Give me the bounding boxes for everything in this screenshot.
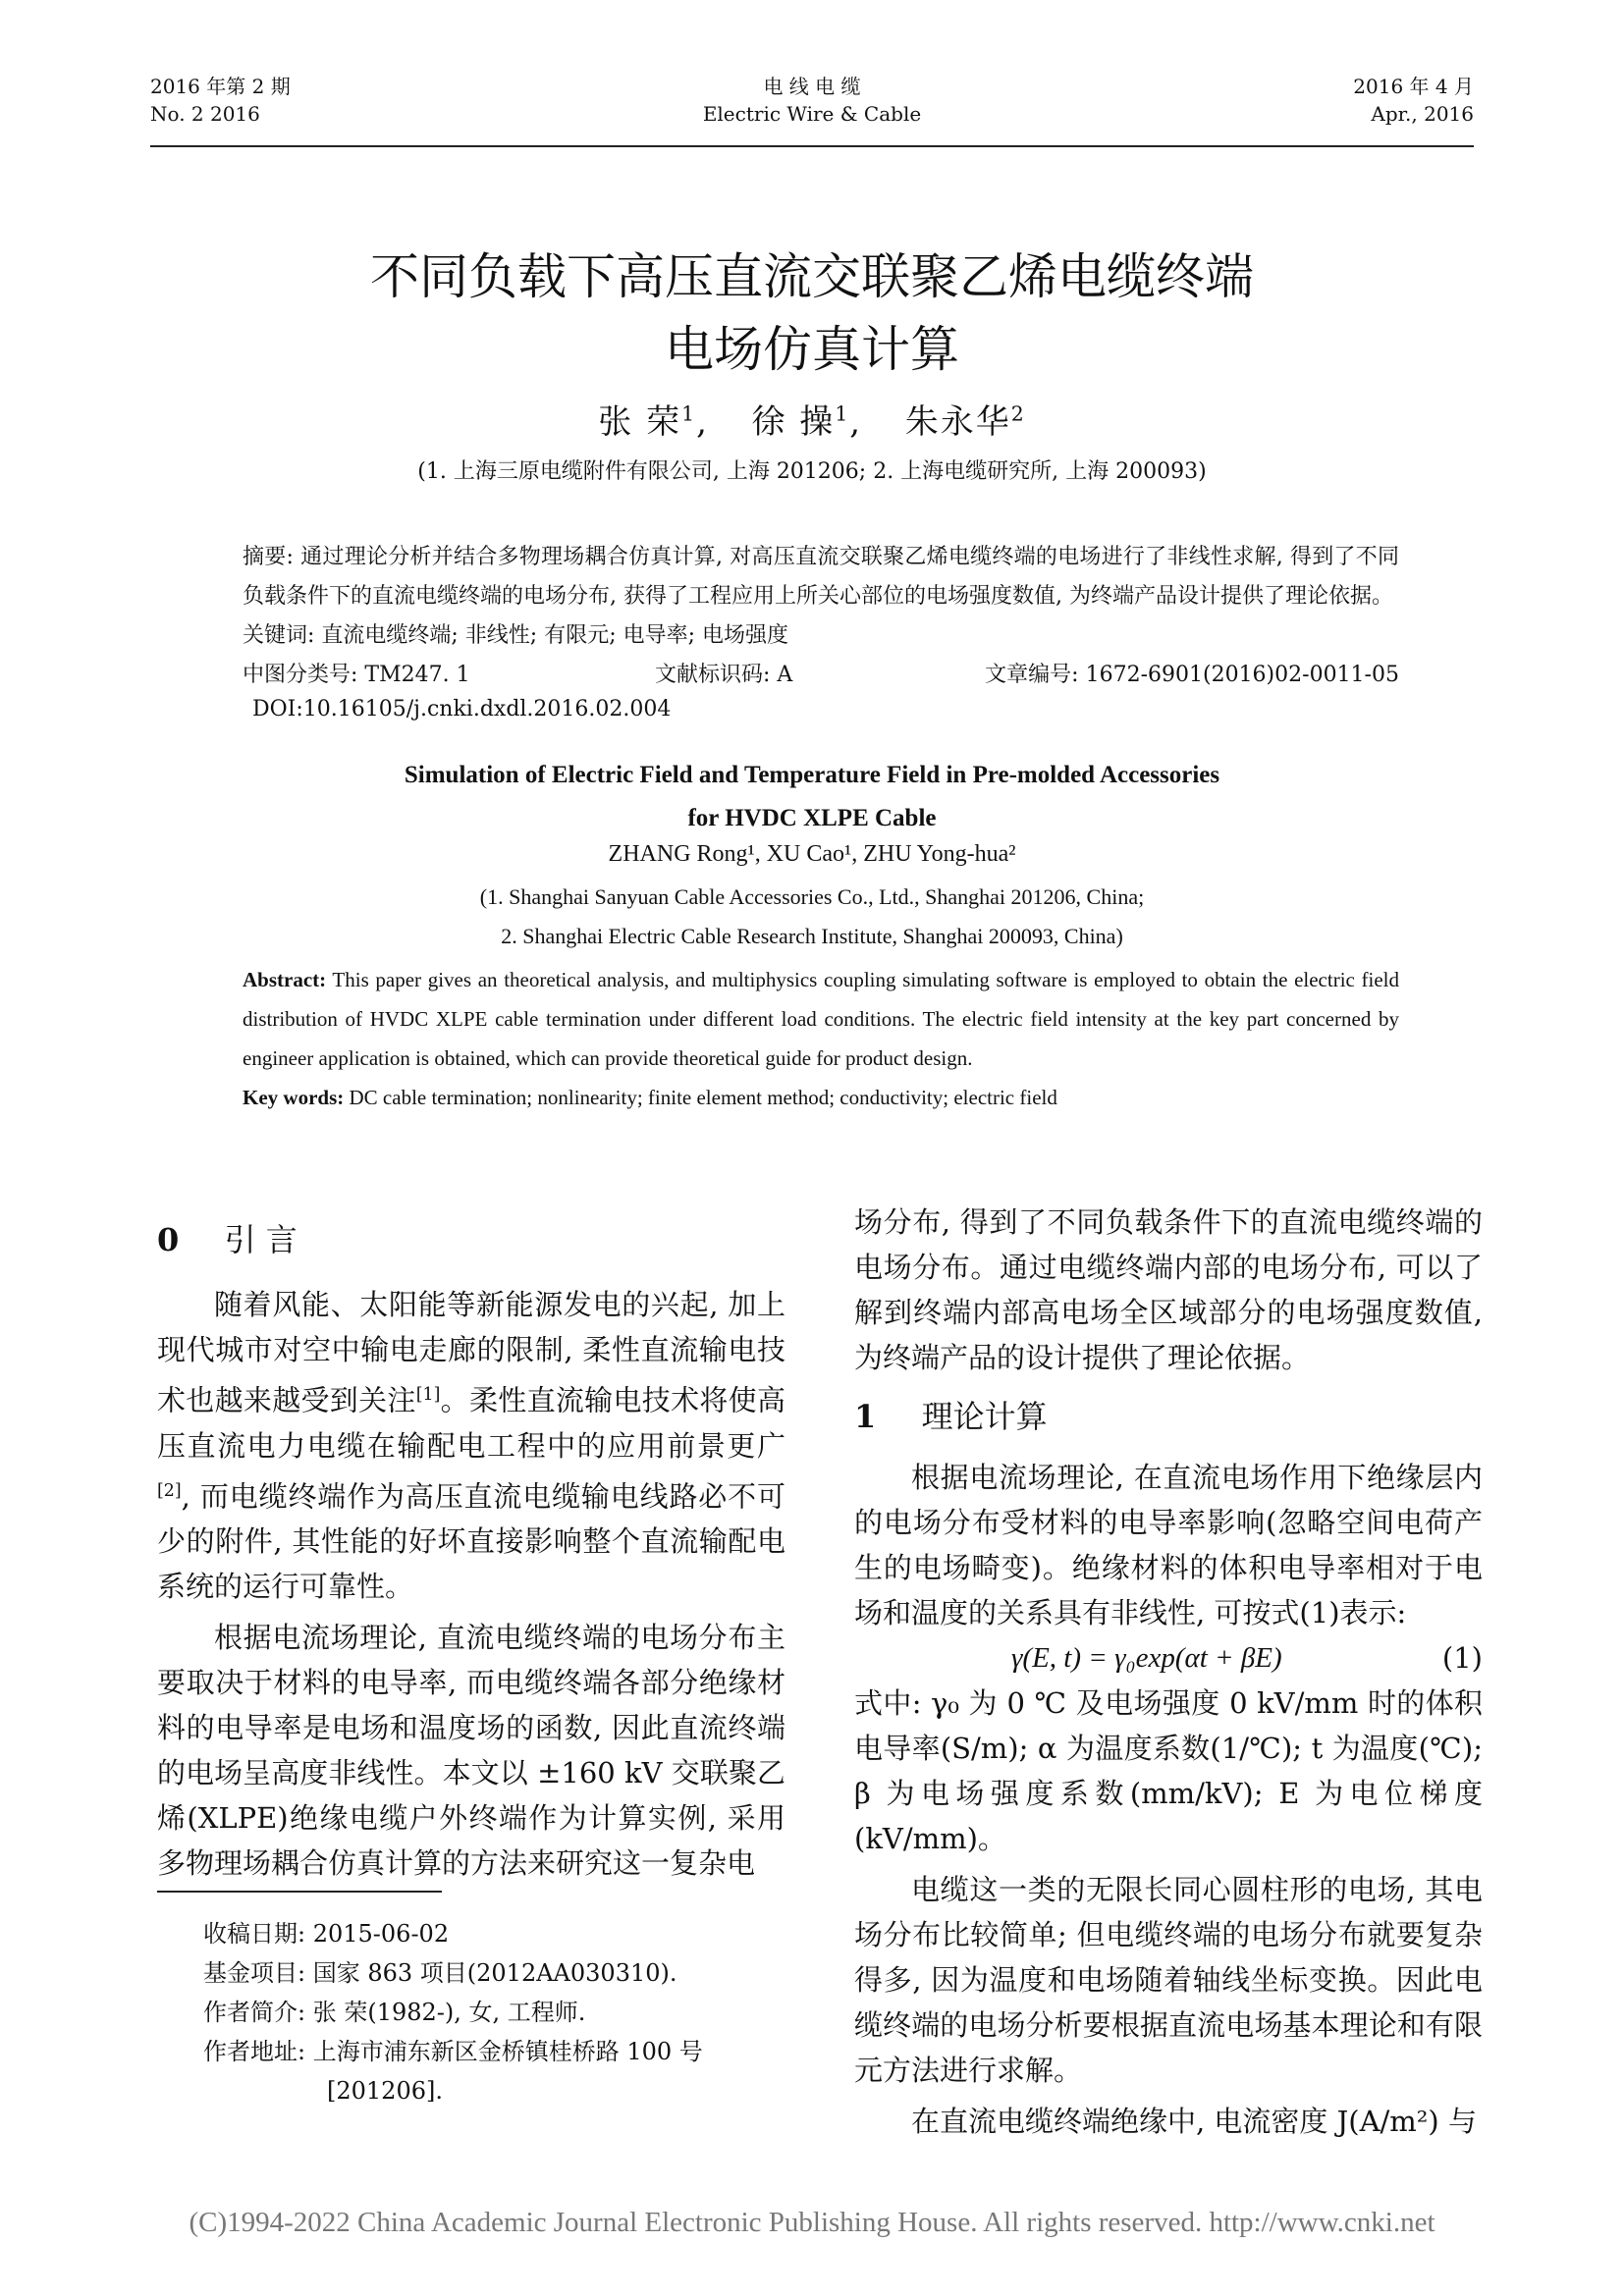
en-title-line-1: Simulation of Electric Field and Temperature Field in Pre-molded Accessories [404,762,1220,788]
journal-en: Electric Wire & Cable [702,102,922,126]
abstract-label: Abstract: [243,968,327,991]
en-affiliation-2: 2. Shanghai Electric Cable Research Institute, Shanghai 200093, China) [501,924,1123,948]
equation: γ(E, t) = γ₀exp(αt + βE) [1011,1642,1282,1674]
keywords-text: DC cable termination; nonlinearity; finite element method; conductivity; electric field [344,1086,1057,1109]
paper-title [196,240,1428,386]
issue-en: No. 2 2016 [150,102,260,126]
section-title: 引 言 [224,1221,298,1258]
author-list: 张 荣$^1$, 徐 操$^1$, 朱永华$^2$ [598,401,1026,442]
paragraph: 根据电流场理论, 在直流电场作用下绝缘层内的电场分布受材料的电导率影响(忽略空间电荷产生的电场畸变)。绝缘材料的体积电导率相对于电场和温度的关系具有非线性, 可按式(1)表示: [854,1461,1483,1629]
footnotes [203,1914,792,2110]
citation: [2] [157,1480,182,1501]
section-title: 理论计算 [921,1398,1048,1435]
title-line-2: 电场仿真计算 [665,321,959,378]
author-sup: 1 [681,401,697,426]
clc-number: 中图分类号: TM247. 1 [243,663,470,687]
doc-code: 文献标识码: A [655,663,793,687]
paragraph-text: 。柔性直流输电技术将使高压直流电力电缆在输配电工程中的应用前景更广 [157,1383,785,1463]
section-heading-1 [854,1394,1483,1439]
abstract-cn [243,538,1399,724]
author-name: 张 荣 [598,402,682,442]
author-sup: 1 [835,401,850,426]
header-right [1353,73,1474,128]
paragraph-text: 随着风能、太阳能等新能源发电的兴起, 加上现代城市对空中输电走廊的限制, 柔性直流输电技术也越来越受到关注 [157,1288,785,1417]
abstract-cn-text: 摘要: 通过理论分析并结合多物理场耦合仿真计算, 对高压直流交联聚乙烯电缆终端的电场进行了非线性求解, 得到了不同负载条件下的直流电缆终端的电场分布, 获得了工程应用上所关心部位的电场强度数值, 为终端产品设计提供了理论依据。 [243,545,1399,609]
en-abstract [243,960,1399,1117]
copyright-footer: (C)1994-2022 China Academic Journal Electronic Publishing House. All rights reserved. http://www.cnki.net [189,2207,1435,2238]
classification-row [243,656,1399,695]
en-affiliation-1: (1. Shanghai Sanyuan Cable Accessories Co., Ltd., Shanghai 201206, China; [479,884,1145,909]
issue-cn: 2016 年第 2 期 [150,75,291,98]
keywords-cn: 关键词: 直流电缆终端; 非线性; 有限元; 电导率; 电场强度 [243,623,789,648]
section-number: 0 [157,1221,180,1258]
right-column [854,1200,1483,2144]
paragraph: 根据电流场理论, 直流电缆终端的电场分布主要取决于材料的电导率, 而电缆终端各部分绝缘材料的电导率是电场和温度场的函数, 因此直流终端的电场呈高度非线性。本文以 ±160 kV 交联聚乙烯(XLPE)绝缘电缆户外终端作为计算实例, 采用多物理场耦合仿真计算的方法来研究这一复杂电 [157,1621,785,1881]
header-left [150,73,291,128]
journal-cn: 电 线 电 缆 [763,75,861,98]
author-sup: 2 [1010,401,1026,426]
paragraph: 电缆这一类的无限长同心圆柱形的电场, 其电场分布比较简单; 但电缆终端的电场分布就要复杂得多, 因为温度和电场随着轴线坐标变换。因此电缆终端的电场分析要根据直流电场基本理论和有限元方法进行求解。 [854,1873,1483,2087]
fund-info: 基金项目: 国家 863 项目(2012AA030310). [203,1959,677,1987]
paragraph: 式中: γ₀ 为 0 ℃ 及电场强度 0 kV/mm 时的体积电导率(S/m); α 为温度系数(1/℃); t 为温度(℃); β 为电场强度系数(mm/kV); E 为电位梯度(kV/mm)。 [854,1686,1483,1855]
author-address-zip: [201206]. [327,2077,443,2105]
doi: DOI:10.16105/j.cnki.dxdl.2016.02.004 [252,697,672,721]
equation-row [854,1635,1483,1681]
paragraph [157,1282,785,1609]
en-authors: ZHANG Rong¹, XU Cao¹, ZHU Yong-hua² [608,841,1016,867]
author-name: 徐 操 [751,402,836,442]
paragraph: 场分布, 得到了不同负载条件下的直流电缆终端的电场分布。通过电缆终端内部的电场分布, 可以了解到终端内部高电场全区域部分的电场强度数值, 为终端产品的设计提供了理论依据。 [854,1205,1483,1374]
citation: [1] [415,1385,441,1405]
en-title [196,754,1428,840]
author-bio: 作者简介: 张 荣(1982-), 女, 工程师. [203,1999,586,2026]
header-divider [150,145,1474,147]
section-number: 1 [854,1398,877,1435]
author-address: 作者地址: 上海市浦东新区金桥镇桂桥路 100 号 [203,2038,703,2065]
date-cn: 2016 年 4 月 [1353,75,1474,98]
equation-number: (1) [1441,1641,1483,1675]
affiliation: (1. 上海三原电缆附件有限公司, 上海 201206; 2. 上海电缆研究所, 上海 200093) [417,459,1207,484]
footnote-rule [157,1891,442,1893]
en-title-line-2: for HVDC XLPE Cable [687,805,937,831]
article-number: 文章编号: 1672-6901(2016)02-0011-05 [985,663,1399,687]
section-heading-0 [157,1217,785,1262]
header-center [616,73,1008,128]
keywords-label: Key words: [243,1086,345,1109]
paragraph: 在直流电缆终端绝缘中, 电流密度 J(A/m²) 与 [911,2105,1477,2138]
abstract-text: This paper gives an theoretical analysis, and multiphysics coupling simulating software is employed to obtain the electric field distribution of HVDC XLPE cable termination under different load conditions. The electric field intensity at the key part concerned by engineer application is obtained, which can provide theoretical guide for product design. [243,968,1399,1070]
left-column [157,1217,785,1886]
received-date: 收稿日期: 2015-06-02 [203,1920,450,1948]
author-name: 朱永华 [904,402,1011,442]
paragraph-text: , 而电缆终端作为高压直流电缆输电线路必不可少的附件, 其性能的好坏直接影响整个直流输配电系统的运行可靠性。 [157,1479,785,1604]
title-line-1: 不同负载下高压直流交联聚乙烯电缆终端 [370,248,1254,305]
date-en: Apr., 2016 [1371,102,1474,126]
